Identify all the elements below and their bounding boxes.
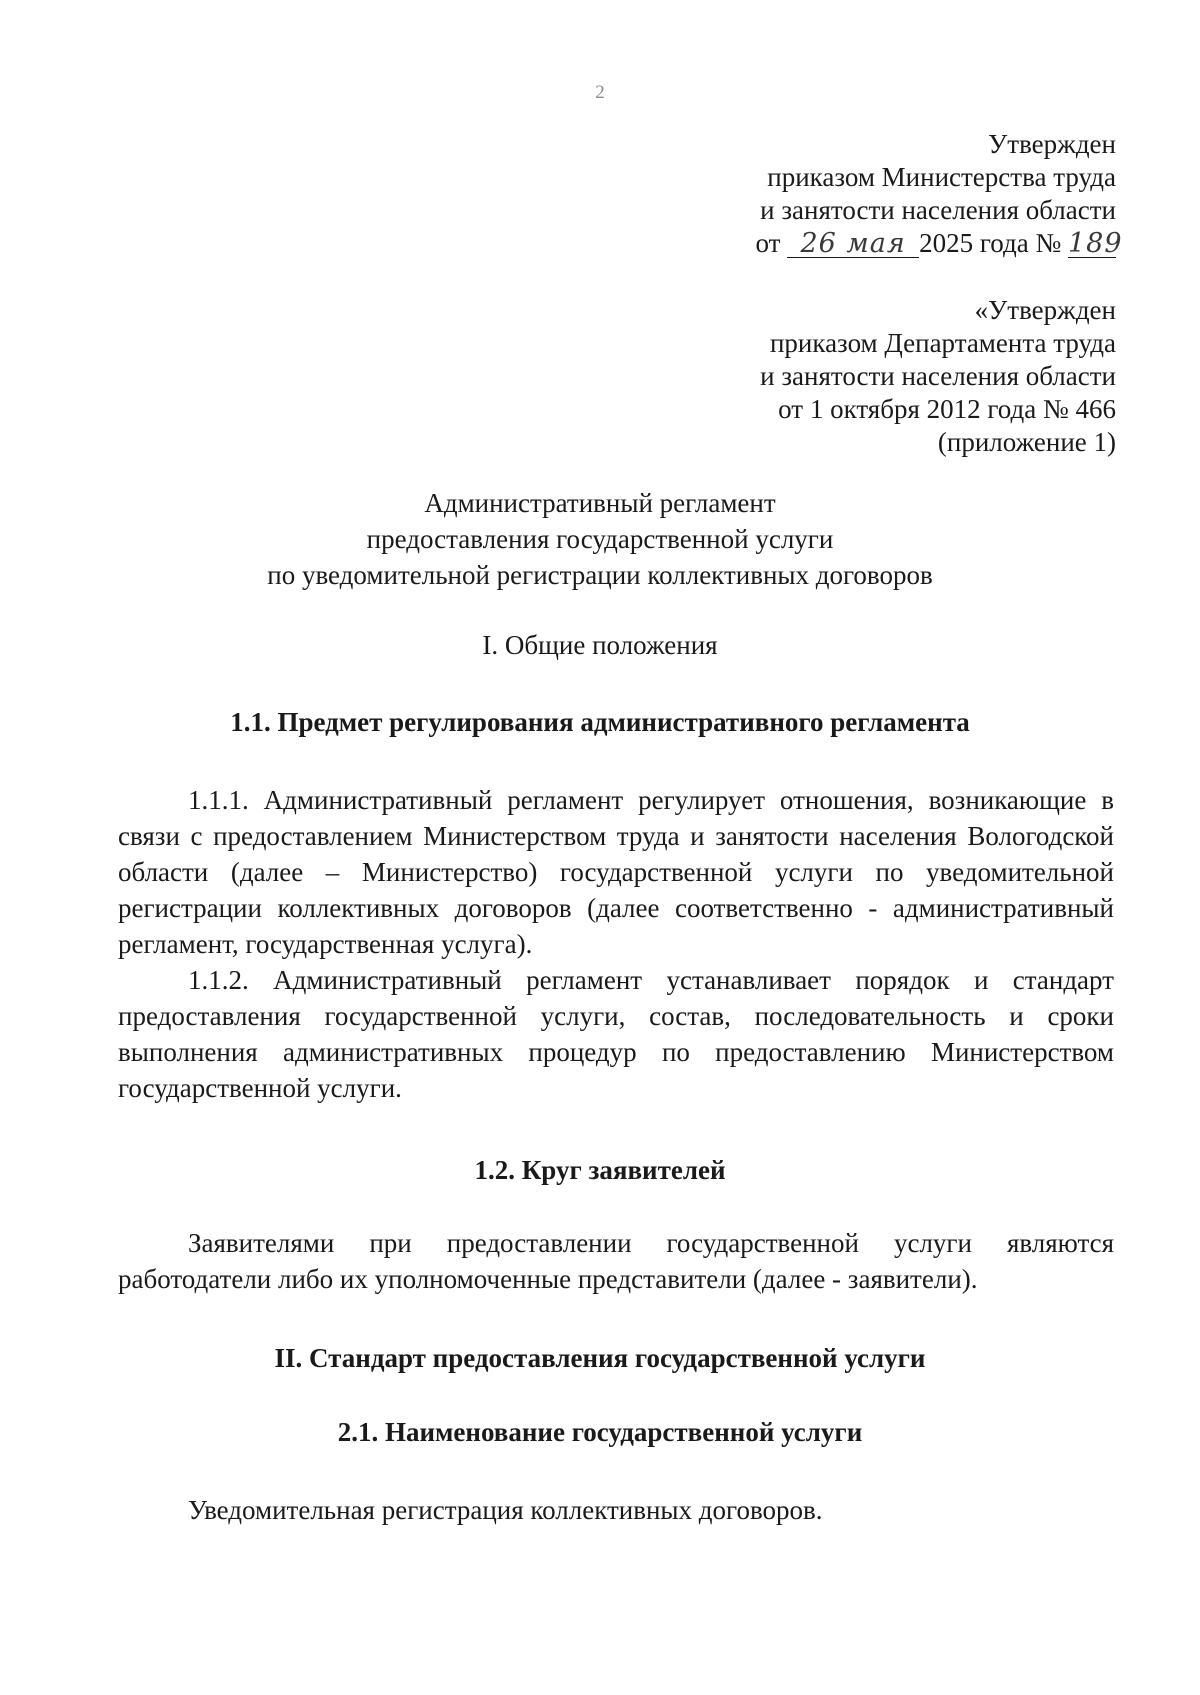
approval-stamp-original	[760, 294, 1116, 459]
approval-line: Утвержден	[988, 129, 1116, 159]
approval-date-line	[755, 227, 1123, 260]
approval-line: и занятости населения области	[760, 361, 1116, 391]
approval-line: приказом Департамента труда	[769, 328, 1116, 358]
title-line: по уведомительной регистрации коллективных договоров	[267, 560, 933, 590]
year-text: 2025 года №	[919, 228, 1062, 258]
approval-line: (приложение 1)	[937, 427, 1116, 457]
approval-line: и занятости населения области	[760, 195, 1116, 225]
subsection-1-1-heading: 1.1. Предмет регулирования административного регламента	[230, 707, 970, 737]
subsection-1-1-body	[118, 782, 1114, 1106]
paragraph-1-1-1: 1.1.1. Административный регламент регулирует отношения, возникающие в связи с предоставлением Министерством труда и занятости населения Вологодской области (далее – Министерство) государственной услуги по уведомительной регистрации коллективных договоров (далее соответственно - административный регламент, государственная услуга).	[118, 785, 1114, 959]
paragraph-1-2: Заявителями при предоставлении государственной услуги являются работодатели либо их уполномоченные представители (далее - заявители).	[118, 1228, 1114, 1294]
title-line: Административный регламент	[424, 488, 776, 518]
title-line: предоставления государственной услуги	[366, 524, 834, 554]
subsection-1-2-heading: 1.2. Круг заявителей	[474, 1155, 726, 1185]
handwritten-number: 189	[1068, 228, 1123, 259]
subsection-2-1-heading: 2.1. Наименование государственной услуги	[337, 1417, 863, 1447]
paragraph-2-1: Уведомительная регистрация коллективных договоров.	[188, 1495, 823, 1525]
document-title	[0, 485, 1200, 593]
subsection-2-1-body	[118, 1492, 1114, 1528]
handwritten-date: 26 мая	[787, 231, 919, 258]
approval-line: приказом Министерства труда	[767, 162, 1116, 192]
subsection-1-2-body	[118, 1225, 1114, 1297]
section-2-heading: II. Стандарт предоставления государственной услуги	[274, 1343, 926, 1373]
approval-line: «Утвержден	[974, 295, 1116, 325]
page-number: 2	[595, 82, 605, 103]
section-1-heading: I. Общие положения	[482, 630, 718, 660]
paragraph-1-1-2: 1.1.2. Административный регламент устанавливает порядок и стандарт предоставления государственной услуги, состав, последовательность и сроки выполнения административных процедур по предоставлению Министерством государственной услуги.	[118, 965, 1114, 1103]
date-prefix: от	[755, 228, 781, 258]
approval-stamp-current	[755, 128, 1123, 260]
approval-line: от 1 октября 2012 года № 466	[778, 394, 1116, 424]
